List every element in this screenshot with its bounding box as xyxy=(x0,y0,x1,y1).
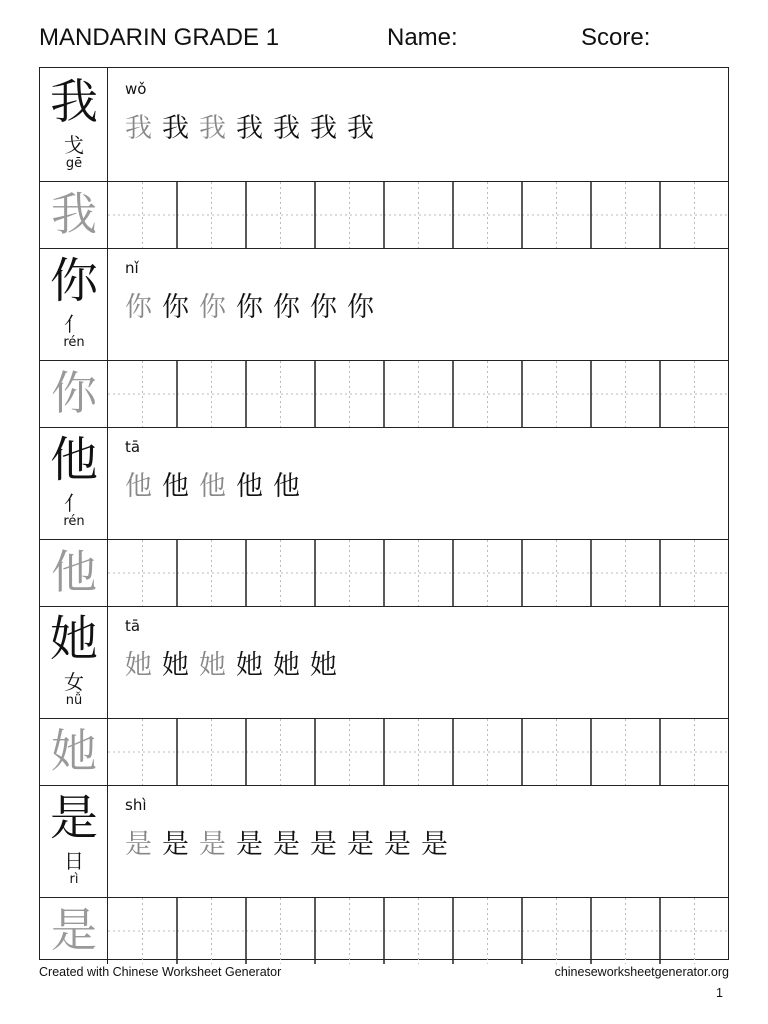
character-info-row xyxy=(40,247,728,361)
practice-row xyxy=(40,540,728,607)
radical: 亻 xyxy=(64,312,84,336)
stroke-sample-char: 她 xyxy=(236,650,263,681)
practice-cell[interactable] xyxy=(522,898,591,964)
character-cell xyxy=(40,605,108,718)
practice-cell[interactable] xyxy=(315,182,384,248)
practice-cell[interactable] xyxy=(453,898,522,964)
radical-pinyin: gē xyxy=(65,156,83,171)
practice-cell[interactable] xyxy=(660,182,729,248)
stroke-sample-char: 是 xyxy=(347,829,374,860)
practice-cell[interactable] xyxy=(246,540,315,606)
practice-cell[interactable] xyxy=(591,361,660,427)
stroke-sample-char: 我 xyxy=(347,113,374,144)
stroke-sample-char: 是 xyxy=(384,829,411,860)
practice-row xyxy=(40,898,728,964)
practice-cell[interactable] xyxy=(660,361,729,427)
radical-pinyin: nǚ xyxy=(65,693,83,708)
practice-cell[interactable] xyxy=(177,540,246,606)
stroke-sample-char: 他 xyxy=(162,471,189,502)
character-pinyin: nǐ xyxy=(125,259,139,277)
stroke-sample-char: 我 xyxy=(125,113,152,144)
practice-cell[interactable] xyxy=(315,540,384,606)
practice-cell[interactable] xyxy=(384,898,453,964)
stroke-sample-char: 是 xyxy=(273,829,300,860)
stroke-sample-char: 你 xyxy=(310,292,337,323)
practice-cell[interactable] xyxy=(246,719,315,785)
stroke-sample-char: 是 xyxy=(310,829,337,860)
stroke-sample-char: 他 xyxy=(125,471,152,502)
practice-cell[interactable] xyxy=(177,182,246,248)
practice-cell[interactable] xyxy=(384,182,453,248)
info-cell xyxy=(108,784,728,897)
info-cell xyxy=(108,426,728,539)
stroke-sample-char: 他 xyxy=(236,471,263,502)
practice-cell[interactable] xyxy=(108,719,177,785)
practice-grid xyxy=(108,540,728,606)
character-block xyxy=(40,426,728,607)
guide-cell xyxy=(40,540,108,606)
practice-cell[interactable] xyxy=(591,898,660,964)
radical-pinyin: rì xyxy=(69,872,79,887)
stroke-sample-char: 你 xyxy=(236,292,263,323)
character-cell xyxy=(40,247,108,360)
practice-row xyxy=(40,361,728,428)
practice-grid xyxy=(108,898,728,964)
stroke-sample-char: 是 xyxy=(162,829,189,860)
practice-grid xyxy=(108,719,728,785)
practice-cell[interactable] xyxy=(246,898,315,964)
stroke-sample-char: 你 xyxy=(347,292,374,323)
worksheet-title: MANDARIN GRADE 1 xyxy=(39,24,280,51)
character-block xyxy=(40,605,728,786)
practice-cell[interactable] xyxy=(384,361,453,427)
character-info-row xyxy=(40,68,728,182)
character-cell xyxy=(40,426,108,539)
practice-cell[interactable] xyxy=(108,182,177,248)
stroke-sample-char: 我 xyxy=(273,113,300,144)
main-character: 是 xyxy=(49,790,98,846)
radical: 日 xyxy=(64,849,84,873)
practice-cell[interactable] xyxy=(660,719,729,785)
stroke-sample-char: 你 xyxy=(125,292,152,323)
practice-cell[interactable] xyxy=(177,898,246,964)
stroke-sample-char: 你 xyxy=(162,292,189,323)
practice-cell[interactable] xyxy=(522,361,591,427)
guide-character: 我 xyxy=(51,187,97,241)
stroke-samples xyxy=(125,828,458,862)
radical-pinyin: rén xyxy=(63,514,85,529)
worksheet-header xyxy=(39,24,729,58)
info-cell xyxy=(108,247,728,360)
radical: 亻 xyxy=(64,491,84,515)
practice-cell[interactable] xyxy=(453,361,522,427)
practice-cell[interactable] xyxy=(177,719,246,785)
practice-cell[interactable] xyxy=(453,182,522,248)
practice-cell[interactable] xyxy=(177,361,246,427)
practice-cell[interactable] xyxy=(315,719,384,785)
practice-grid xyxy=(108,361,728,427)
page-number: 1 xyxy=(716,986,723,1000)
stroke-sample-char: 你 xyxy=(199,292,226,323)
stroke-sample-char: 我 xyxy=(199,113,226,144)
practice-cell[interactable] xyxy=(108,361,177,427)
info-cell xyxy=(108,605,728,718)
practice-grid xyxy=(108,182,728,248)
practice-sheet xyxy=(39,67,729,960)
practice-cell[interactable] xyxy=(315,361,384,427)
stroke-sample-char: 他 xyxy=(273,471,300,502)
main-character: 我 xyxy=(49,74,98,130)
radical-pinyin: rén xyxy=(63,335,85,350)
name-label: Name: xyxy=(387,24,458,51)
stroke-sample-char: 你 xyxy=(273,292,300,323)
stroke-sample-char: 她 xyxy=(310,650,337,681)
main-character: 你 xyxy=(49,253,98,309)
practice-cell[interactable] xyxy=(108,898,177,964)
stroke-sample-char: 是 xyxy=(236,829,263,860)
guide-character: 他 xyxy=(51,545,97,599)
guide-character: 她 xyxy=(51,724,97,778)
practice-cell[interactable] xyxy=(522,182,591,248)
guide-character: 是 xyxy=(51,903,97,957)
practice-cell[interactable] xyxy=(246,361,315,427)
practice-cell[interactable] xyxy=(591,540,660,606)
character-info-row xyxy=(40,426,728,540)
stroke-sample-char: 我 xyxy=(310,113,337,144)
stroke-sample-char: 是 xyxy=(125,829,152,860)
character-block xyxy=(40,784,728,964)
practice-cell[interactable] xyxy=(522,719,591,785)
practice-row xyxy=(40,719,728,786)
practice-cell[interactable] xyxy=(660,898,729,964)
footer-credit: Created with Chinese Worksheet Generator xyxy=(39,965,282,979)
stroke-sample-char: 她 xyxy=(162,650,189,681)
practice-cell[interactable] xyxy=(246,182,315,248)
guide-character: 你 xyxy=(51,366,97,420)
stroke-sample-char: 我 xyxy=(162,113,189,144)
guide-cell xyxy=(40,898,108,964)
character-block xyxy=(40,247,728,428)
stroke-sample-char: 是 xyxy=(199,829,226,860)
practice-cell[interactable] xyxy=(522,540,591,606)
stroke-samples xyxy=(125,470,310,504)
practice-cell[interactable] xyxy=(384,719,453,785)
main-character: 她 xyxy=(49,611,98,667)
stroke-sample-char: 他 xyxy=(199,471,226,502)
practice-cell[interactable] xyxy=(591,719,660,785)
guide-cell xyxy=(40,182,108,248)
stroke-samples xyxy=(125,112,384,146)
main-character: 他 xyxy=(49,432,98,488)
stroke-sample-char: 她 xyxy=(273,650,300,681)
stroke-sample-char: 她 xyxy=(125,650,152,681)
character-pinyin: shì xyxy=(125,796,147,814)
character-info-row xyxy=(40,784,728,898)
info-cell xyxy=(108,68,728,181)
character-pinyin: tā xyxy=(125,617,141,635)
character-block xyxy=(40,68,728,249)
character-pinyin: tā xyxy=(125,438,141,456)
score-label: Score: xyxy=(581,24,651,51)
footer-website: chineseworksheetgenerator.org xyxy=(554,965,729,979)
character-cell xyxy=(40,68,108,181)
character-cell xyxy=(40,784,108,897)
character-info-row xyxy=(40,605,728,719)
stroke-sample-char: 是 xyxy=(421,829,448,860)
practice-cell[interactable] xyxy=(453,719,522,785)
practice-cell[interactable] xyxy=(315,898,384,964)
stroke-sample-char: 我 xyxy=(236,113,263,144)
practice-cell[interactable] xyxy=(453,540,522,606)
character-pinyin: wǒ xyxy=(125,80,147,98)
practice-cell[interactable] xyxy=(384,540,453,606)
practice-row xyxy=(40,182,728,249)
stroke-sample-char: 她 xyxy=(199,650,226,681)
radical: 女 xyxy=(64,670,84,694)
practice-cell[interactable] xyxy=(108,540,177,606)
radical: 戈 xyxy=(64,133,84,157)
guide-cell xyxy=(40,719,108,785)
stroke-samples xyxy=(125,649,347,683)
guide-cell xyxy=(40,361,108,427)
practice-cell[interactable] xyxy=(591,182,660,248)
practice-cell[interactable] xyxy=(660,540,729,606)
stroke-samples xyxy=(125,291,384,325)
